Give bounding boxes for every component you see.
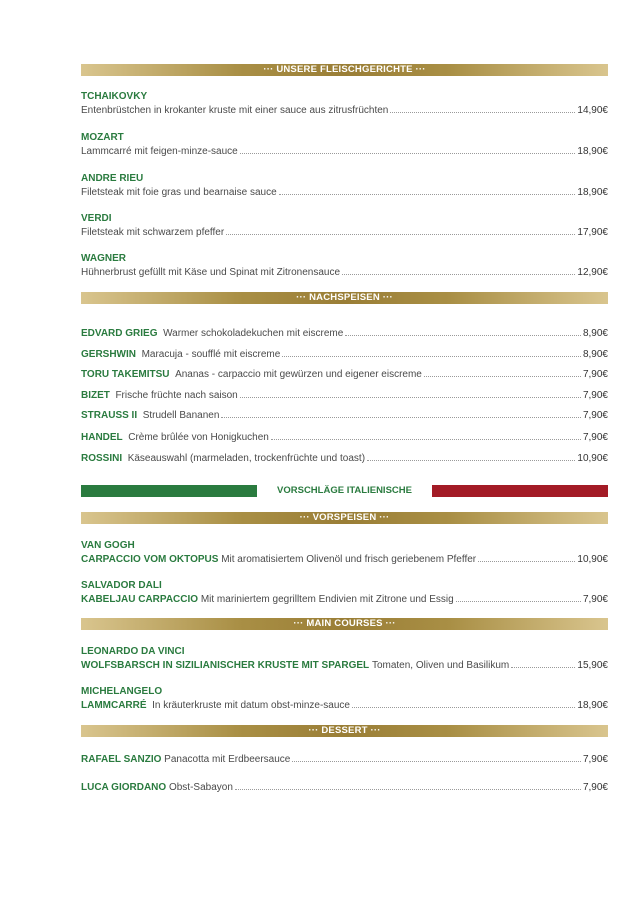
item-description: Panacotta mit Erdbeersauce [164, 754, 291, 765]
menu-item [81, 326, 608, 340]
item-title: WAGNER [81, 253, 126, 264]
dotted-leader [342, 265, 575, 275]
section-header-nachspeisen: ··· NACHSPEISEN ··· [81, 292, 608, 304]
item-price: 12,90€ [577, 267, 608, 278]
menu-item [81, 388, 608, 402]
dotted-leader [271, 430, 581, 440]
item-description: Hühnerbrust gefüllt mit Käse und Spinat mit Zitronensauce [81, 267, 341, 278]
italian-flag-banner [81, 485, 608, 497]
dish-name: WOLFSBARSCH IN SIZILIANISCHER KRUSTE MIT SPARGEL [81, 660, 370, 671]
dish-name: CARPACCIO VOM OKTOPUS [81, 554, 219, 565]
item-title: TORU TAKEMITSU [81, 369, 170, 380]
item-description: Tomaten, Oliven und Basilikum [371, 660, 510, 671]
menu-item [81, 539, 608, 566]
item-title: MICHELANGELO [81, 686, 163, 697]
item-description: Mit mariniertem gegrilltem Endivien mit Zitrone und Essig [200, 594, 454, 605]
menu-item [81, 752, 608, 766]
dish-name: LAMMCARRÉ [81, 700, 147, 711]
item-description: Käseauswahl (marmeladen, trockenfrüchte und toast) [127, 453, 366, 464]
item-price: 18,90€ [577, 700, 608, 711]
menu-item [81, 579, 608, 606]
item-title: RAFAEL SANZIO [81, 754, 162, 765]
menu-item [81, 367, 608, 381]
item-price: 7,90€ [582, 594, 608, 605]
menu-item [81, 685, 608, 712]
menu-item [81, 645, 608, 672]
item-price: 10,90€ [577, 554, 608, 565]
item-description: Mit aromatisiertem Olivenöl und frisch geriebenem Pfeffer [221, 554, 477, 565]
italian-suggestions-label: VORSCHLÄGE ITALIENISCHE [277, 485, 412, 496]
flag-green-stripe [81, 485, 257, 497]
menu-item [81, 90, 608, 117]
dotted-leader [226, 225, 575, 235]
item-price: 7,90€ [582, 432, 608, 443]
item-title: VERDI [81, 213, 112, 224]
item-title: TCHAIKOVKY [81, 91, 148, 102]
item-price: 7,90€ [582, 369, 608, 380]
item-title: ROSSINI [81, 453, 123, 464]
item-price: 18,90€ [577, 146, 608, 157]
item-description: Filetsteak mit foie gras und bearnaise sauce [81, 187, 277, 198]
item-title: BIZET [81, 390, 110, 401]
item-title: LUCA GIORDANO [81, 782, 167, 793]
item-title: LEONARDO DA VINCI [81, 646, 185, 657]
item-price: 8,90€ [582, 328, 608, 339]
flag-red-stripe [432, 485, 608, 497]
dotted-leader [235, 780, 581, 790]
item-title: EDVARD GRIEG [81, 328, 158, 339]
item-price: 7,90€ [582, 754, 608, 765]
item-title: ANDRE RIEU [81, 173, 144, 184]
menu-item [81, 780, 608, 794]
dotted-leader [352, 698, 575, 708]
dotted-leader [367, 451, 575, 461]
dotted-leader [478, 552, 575, 562]
dotted-leader [221, 408, 581, 418]
item-price: 7,90€ [582, 390, 608, 401]
dotted-leader [511, 658, 575, 668]
section-header-vorspeisen: ··· VORSPEISEN ··· [81, 512, 608, 524]
item-description: Obst-Sabayon [168, 782, 233, 793]
item-description: In kräuterkruste mit datum obst-minze-sauce [152, 700, 350, 711]
item-description: Crème brûlée von Honigkuchen [128, 432, 269, 443]
item-price: 18,90€ [577, 187, 608, 198]
item-price: 8,90€ [582, 349, 608, 360]
dotted-leader [345, 326, 581, 336]
item-price: 10,90€ [577, 453, 608, 464]
item-price: 15,90€ [577, 660, 608, 671]
menu-item [81, 252, 608, 279]
section-header-fleischgerichte: ··· UNSERE FLEISCHGERICHTE ··· [81, 64, 608, 76]
menu-item [81, 430, 608, 444]
menu-item [81, 408, 608, 422]
dotted-leader [240, 388, 581, 398]
item-description: Filetsteak mit schwarzem pfeffer [81, 227, 225, 238]
item-description: Ananas - carpaccio mit gewürzen und eigener eiscreme [175, 369, 422, 380]
item-description: Maracuja - soufflé mit eiscreme [141, 349, 281, 360]
menu-item [81, 451, 608, 465]
dotted-leader [456, 592, 581, 602]
dotted-leader [240, 144, 576, 154]
item-title: SALVADOR DALI [81, 580, 162, 591]
item-description: Lammcarré mit feigen-minze-sauce [81, 146, 238, 157]
menu-item [81, 212, 608, 239]
item-description: Warmer schokoladekuchen mit eiscreme [163, 328, 344, 339]
item-description: Entenbrüstchen in krokanter kruste mit einer sauce aus zitrusfrüchten [81, 105, 389, 116]
item-title: STRAUSS II [81, 410, 138, 421]
dish-name: KABELJAU CARPACCIO [81, 594, 199, 605]
section-header-dessert: ··· DESSERT ··· [81, 725, 608, 737]
menu-item [81, 347, 608, 361]
item-description: Frische früchte nach saison [115, 390, 238, 401]
dotted-leader [424, 367, 581, 377]
dotted-leader [282, 347, 581, 357]
dotted-leader [292, 752, 581, 762]
menu-item [81, 131, 608, 158]
item-title: VAN GOGH [81, 540, 135, 551]
item-price: 7,90€ [582, 410, 608, 421]
item-title: HANDEL [81, 432, 123, 443]
item-price: 17,90€ [577, 227, 608, 238]
item-price: 14,90€ [577, 105, 608, 116]
menu-item [81, 172, 608, 199]
item-description: Strudell Bananen [142, 410, 220, 421]
dotted-leader [279, 185, 576, 195]
item-price: 7,90€ [582, 782, 608, 793]
section-header-main-courses: ··· MAIN COURSES ··· [81, 618, 608, 630]
item-title: GERSHWIN [81, 349, 136, 360]
dotted-leader [390, 103, 575, 113]
item-title: MOZART [81, 132, 124, 143]
